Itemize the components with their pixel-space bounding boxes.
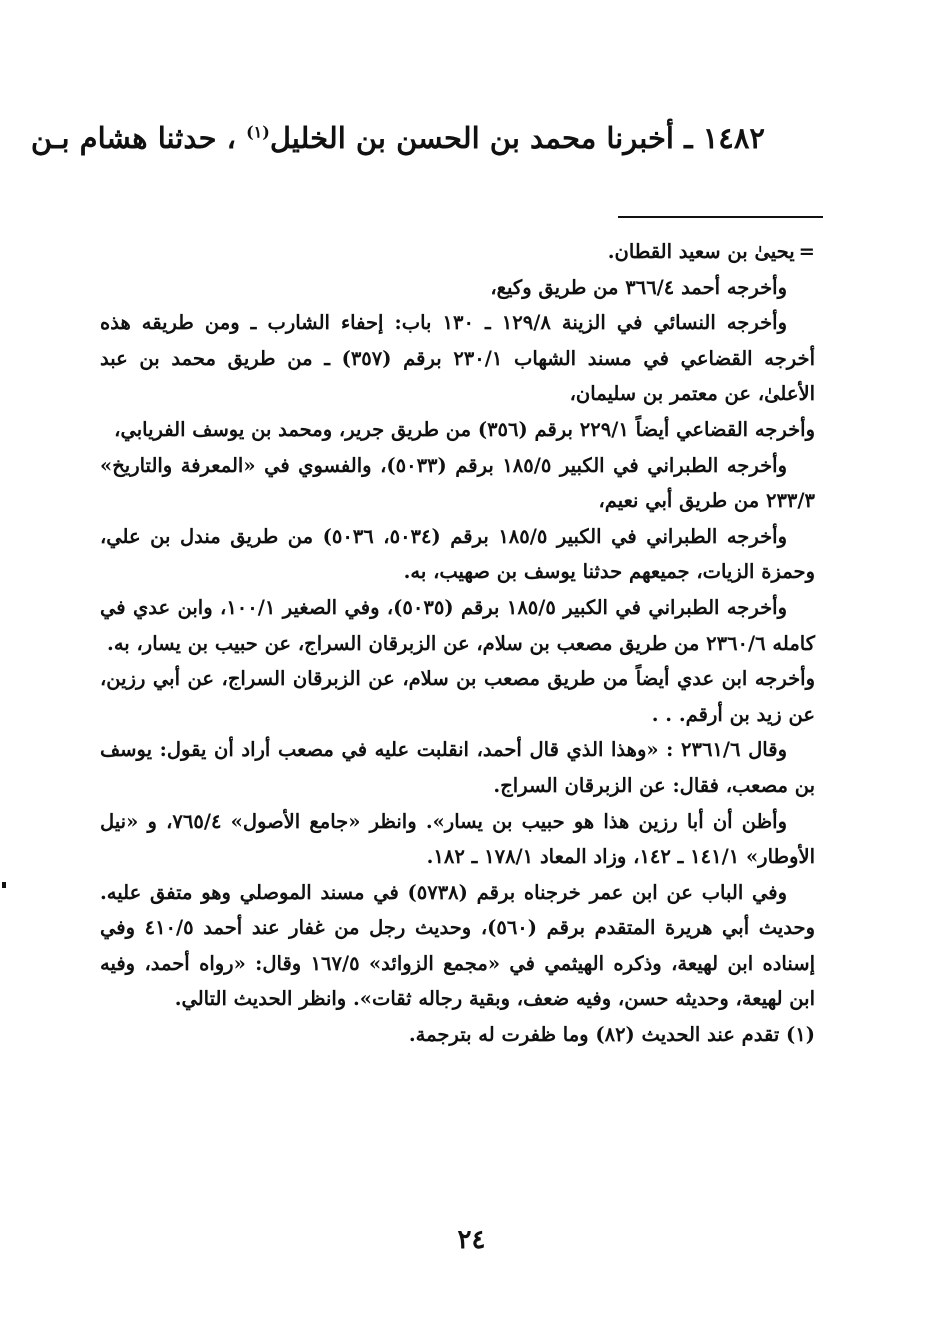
footnote-paragraph: وأخرجه الطبراني في الكبير ١٨٥/٥ برقم (٥٠٣٣)، والفسوي في «المعرفة والتاريخ» ٢٣٣/٣ من طريق أبي نعيم، <box>100 453 815 513</box>
page-number: ٢٤ <box>457 1225 486 1255</box>
footnote-paragraph: وأخرجه ابن عدي أيضاً من طريق مصعب بن سلام، عن الزبرقان السراج، عن أبي رزين، عن زيد بن أرقم. . . <box>100 667 815 726</box>
footnote-paragraph: وأخرجه القضاعي أيضاً ٢٢٩/١ برقم (٣٥٦) من طريق جرير، ومحمد بن يوسف الفريابي، <box>114 417 815 441</box>
hadith-text-before-ref: ـ أخبرنا محمد بن الحسن بن الخليل <box>269 121 693 155</box>
footnote-separator <box>618 216 823 218</box>
footnote-paragraph: وأظن أن أبا رزين هذا هو حبيب بن يسار». وانظر «جامع الأصول» ٧٦٥/٤، و «نيل الأوطار» ١٤١/١ ـ ١٤٢، وزاد المعاد ١٧٨/١ ـ ١٨٢. <box>100 809 815 869</box>
hadith-number: ١٤٨٢ <box>702 121 765 155</box>
footnote-paragraph: وأخرجه الطبراني في الكبير ١٨٥/٥ برقم (٥٠٣٤، ٥٠٣٦) من طريق مندل بن علي، وحمزة الزيات، جميعهم حدثنا يوسف بن صهيب، به. <box>100 524 815 584</box>
footnote-continued-paragraph <box>100 234 815 270</box>
continuation-marker: = <box>798 240 815 263</box>
hadith-text <box>30 108 765 168</box>
footnote-paragraph: وفي الباب عن ابن عمر خرجناه برقم (٥٧٣٨) في مسند الموصلي وهو متفق عليه. وحديث أبي هريرة المتقدم برقم (٥٦٠)، وحديث رجل من غفار عند أحمد ٤١٠/٥ وفي إسناده ابن لهيعة، وذكره الهيثمي في «مجمع الزوائد» ١٦٧/٥ وقال: «رواه أحمد، وفيه ابن لهيعة، وحديثه حسن، وفيه ضعف، وبقية رجاله ثقات». وانظر الحديث التالي. <box>100 880 816 1011</box>
footnote-paragraph: وأخرجه الطبراني في الكبير ١٨٥/٥ برقم (٥٠٣٥)، وفي الصغير ١٠٠/١، وابن عدي في كامله ٢٣٦٠/٦ من طريق مصعب بن سلام، عن الزبرقان السراج، عن حبيب بن يسار، به. <box>100 595 815 655</box>
footnote-paragraph-text: يحيىٰ بن سعيد القطان. <box>607 240 795 263</box>
footnote-paragraph: وأخرجه النسائي في الزينة ١٢٩/٨ ـ ١٣٠ باب: إحفاء الشارب ـ ومن طريقه هذه أخرجه القضاعي في مسند الشهاب ٢٣٠/١ برقم (٣٥٧) ـ من طريق محمد بن عبد الأعلىٰ، عن معتمر بن سليمان، <box>100 311 815 406</box>
footnote-paragraph: وأخرجه أحمد ٣٦٦/٤ من طريق وكيع، <box>490 275 787 299</box>
hadith-text-after-ref: ، حدثنا هشام بـن <box>30 121 236 155</box>
margin-mark <box>2 882 6 888</box>
footnote-reference[interactable]: (١) <box>246 122 270 142</box>
footnotes <box>100 234 815 1053</box>
footnote-1: (١) تقدم عند الحديث (٨٢) وما ظفرت له بترجمة. <box>408 1023 815 1047</box>
footnote-paragraph: وقال ٢٣٦١/٦ : «وهذا الذي قال أحمد، انقلبت عليه في مصعب أراد أن يقول: يوسف بن مصعب، فقال: عن الزبرقان السراج. <box>100 738 815 797</box>
